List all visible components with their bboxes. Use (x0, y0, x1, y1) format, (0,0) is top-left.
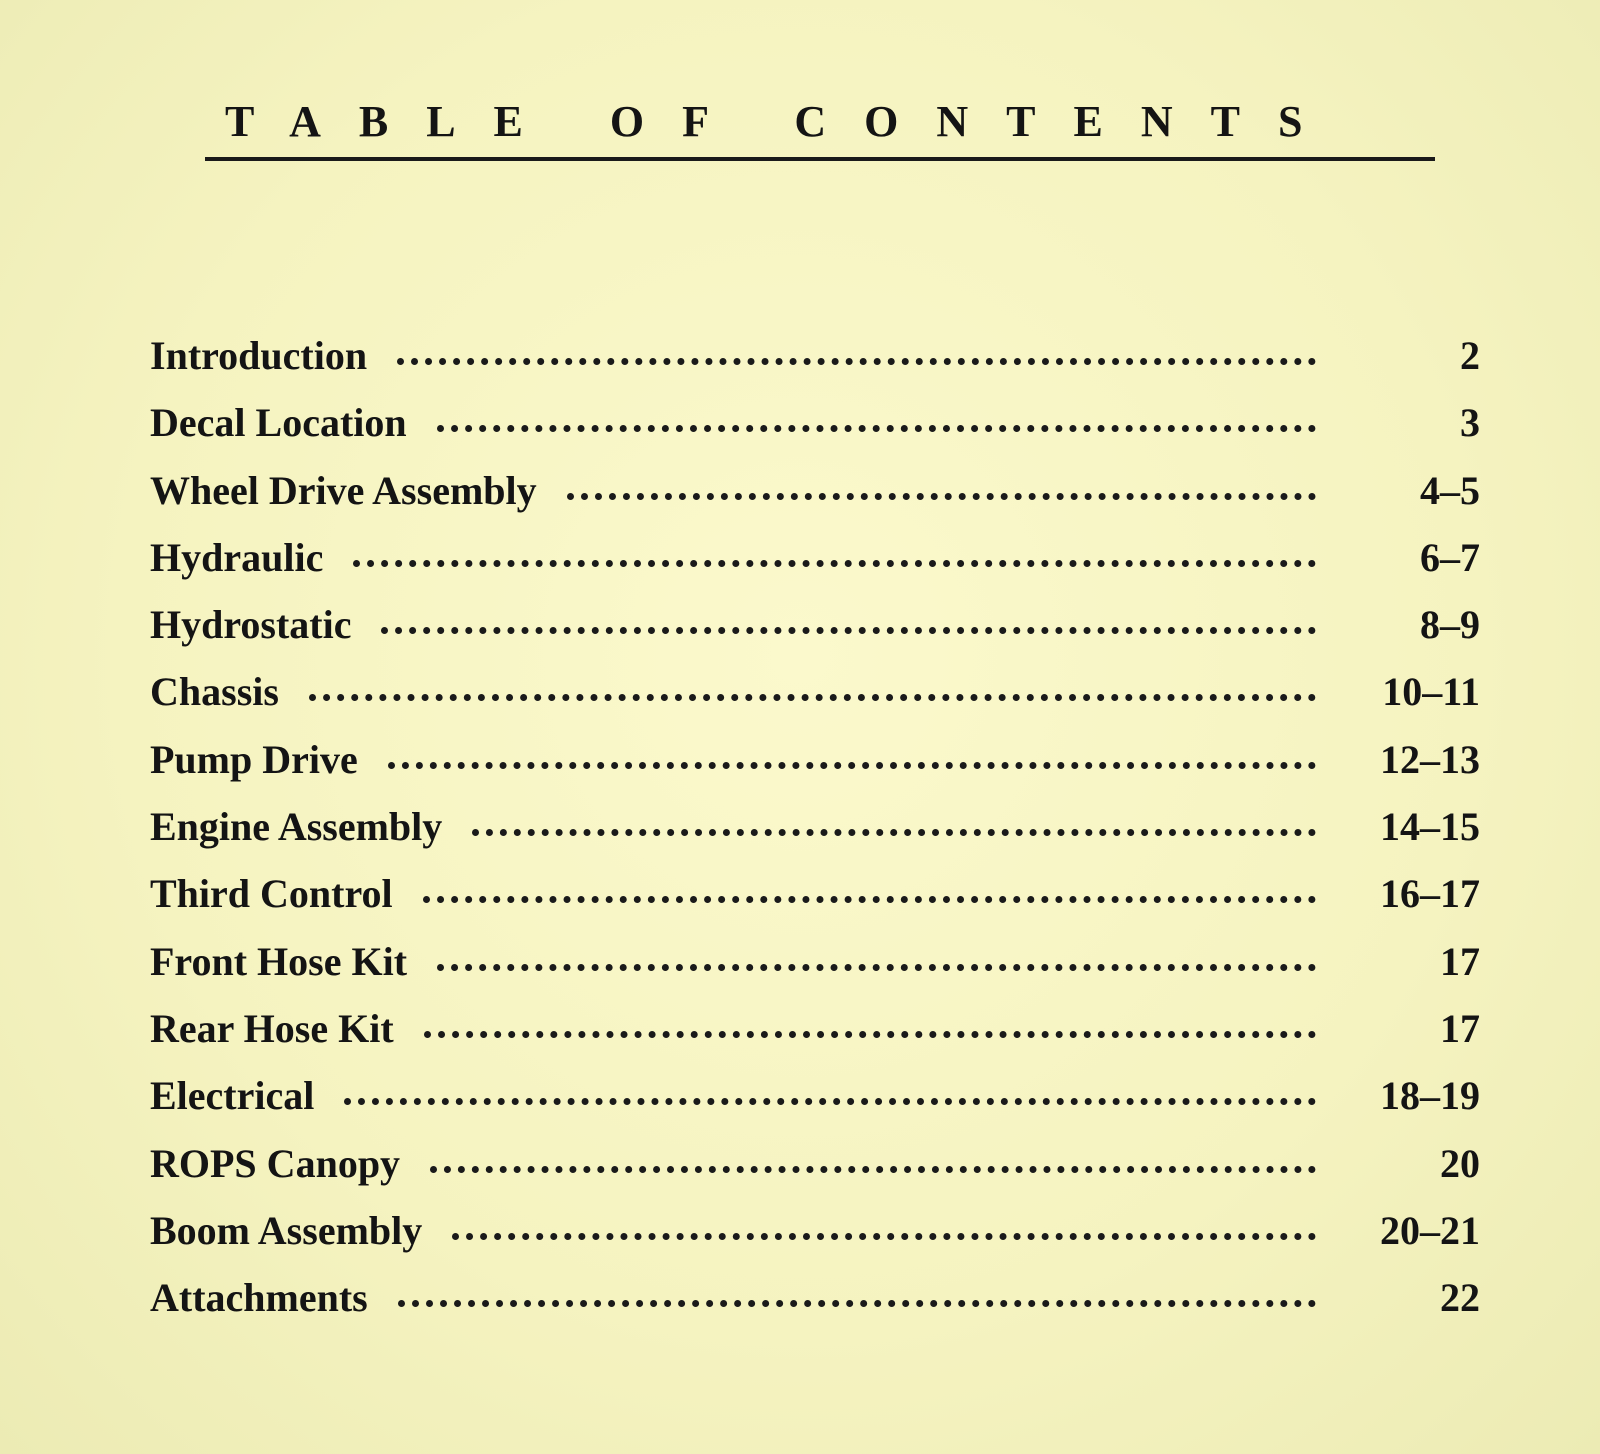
toc-entry-page: 10–11 (1382, 669, 1480, 715)
toc-entry-page: 20 (1440, 1140, 1480, 1186)
dot-leader (437, 964, 1316, 971)
toc-entry-chassis (150, 658, 1480, 725)
title-block (205, 95, 1435, 149)
toc-entry-decal-location (150, 389, 1480, 456)
toc-entry-label: Introduction (150, 333, 368, 378)
toc-entry-page: 2 (1460, 333, 1480, 378)
toc-entry-label: Boom Assembly (150, 1207, 423, 1253)
toc-entry-pump-drive (150, 726, 1480, 793)
title-underline (205, 157, 1435, 161)
toc-entry-label: ROPS Canopy (150, 1140, 401, 1186)
dot-leader (344, 1098, 1316, 1105)
dot-leader (423, 896, 1316, 903)
toc-entry-label: Chassis (150, 669, 279, 715)
toc-list (150, 322, 1480, 1331)
toc-entry-page: 4–5 (1420, 467, 1480, 513)
dot-leader (381, 627, 1316, 634)
dot-leader (388, 762, 1316, 769)
toc-entry-page: 22 (1440, 1275, 1480, 1321)
toc-entry-electrical (150, 1062, 1480, 1129)
toc-entry-rops-canopy (150, 1130, 1480, 1197)
toc-entry-label: Rear Hose Kit (150, 1005, 394, 1051)
toc-entry-label: Wheel Drive Assembly (150, 467, 537, 513)
toc-entry-label: Engine Assembly (150, 804, 443, 850)
dot-leader (309, 694, 1316, 701)
dot-leader (398, 1300, 1316, 1307)
toc-entry-page: 18–19 (1380, 1073, 1480, 1119)
page-title: TABLE OF CONTENTS (225, 97, 1341, 146)
dot-leader (472, 829, 1316, 836)
toc-entry-label: Electrical (150, 1073, 315, 1119)
toc-entry-boom-assembly (150, 1197, 1480, 1264)
toc-entry-label: Hydrostatic (150, 602, 352, 648)
toc-entry-label: Third Control (150, 871, 393, 917)
toc-entry-wheel-drive-assembly (150, 457, 1480, 524)
dot-leader (397, 358, 1316, 365)
toc-entry-page: 6–7 (1420, 534, 1480, 580)
dot-leader (424, 1031, 1316, 1038)
toc-entry-front-hose-kit (150, 928, 1480, 995)
dot-leader (353, 560, 1316, 567)
toc-entry-attachments (150, 1264, 1480, 1331)
dot-leader (567, 493, 1316, 500)
toc-entry-label: Pump Drive (150, 736, 358, 782)
toc-entry-page: 12–13 (1380, 736, 1480, 782)
toc-entry-label: Attachments (150, 1275, 368, 1321)
toc-entry-engine-assembly (150, 793, 1480, 860)
toc-entry-page: 14–15 (1380, 804, 1480, 850)
toc-entry-rear-hose-kit (150, 995, 1480, 1062)
toc-entry-page: 16–17 (1380, 871, 1480, 917)
dot-leader (430, 1166, 1316, 1173)
toc-entry-page: 17 (1440, 938, 1480, 984)
toc-entry-page: 20–21 (1380, 1207, 1480, 1253)
toc-entry-third-control (150, 860, 1480, 927)
toc-entry-introduction (150, 322, 1480, 389)
toc-entry-page: 3 (1460, 400, 1480, 446)
toc-entry-page: 8–9 (1420, 602, 1480, 648)
toc-entry-label: Front Hose Kit (150, 938, 408, 984)
toc-entry-hydrostatic (150, 591, 1480, 658)
dot-leader (452, 1233, 1316, 1240)
toc-entry-label: Decal Location (150, 400, 407, 446)
dot-leader (437, 425, 1316, 432)
toc-entry-page: 17 (1440, 1005, 1480, 1051)
toc-entry-label: Hydraulic (150, 534, 324, 580)
toc-entry-hydraulic (150, 524, 1480, 591)
